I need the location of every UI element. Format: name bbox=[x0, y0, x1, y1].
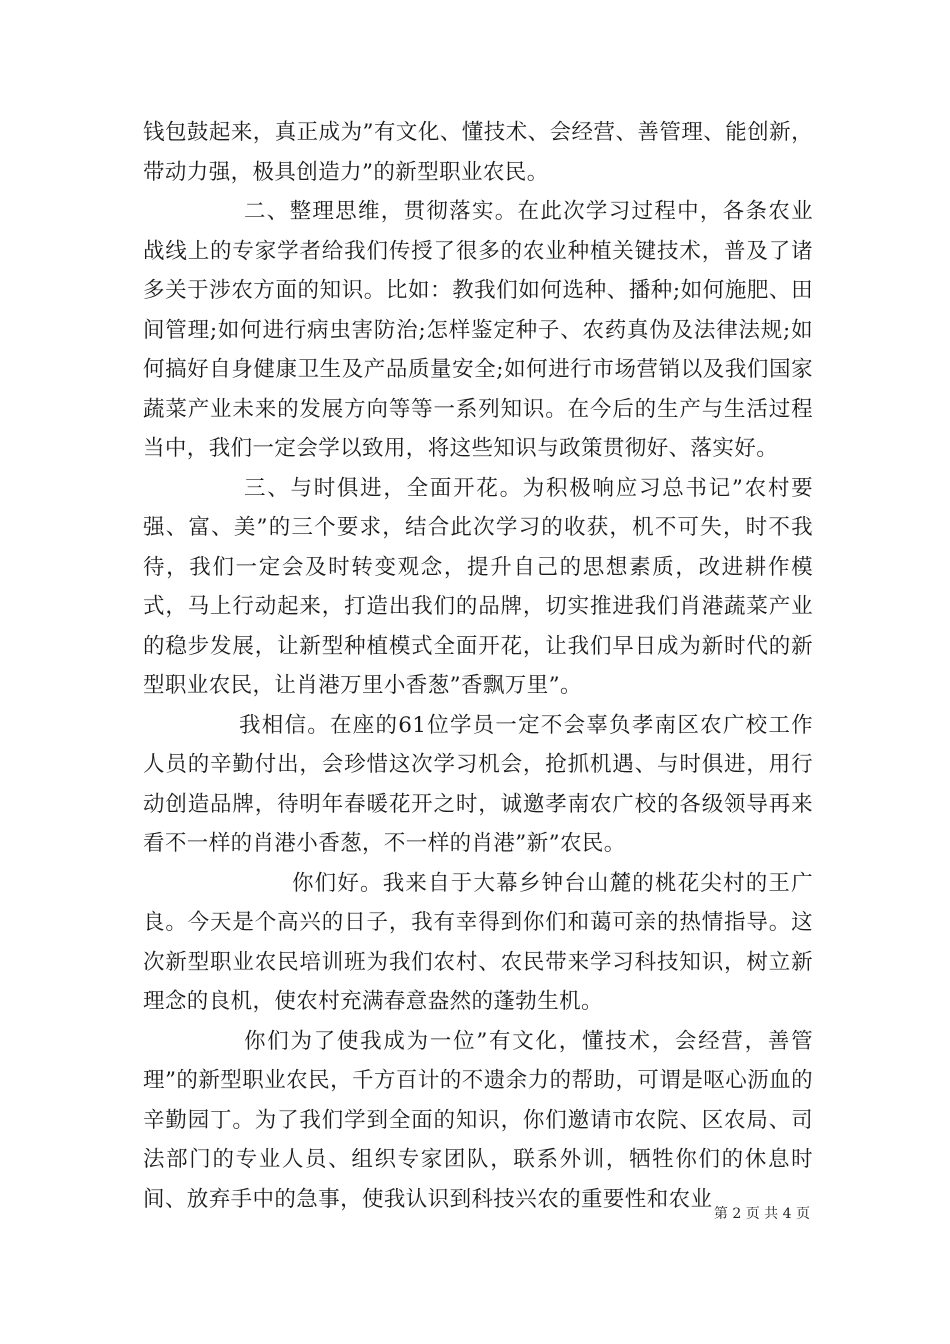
paragraph-continuation: 钱包鼓起来，真正成为”有文化、懂技术、会经营、善管理、能创新，带动力强，极具创造力”的新型职业农民。 bbox=[143, 120, 813, 185]
paragraph-greeting: 你们好。我来自于大幕乡钟台山麓的桃花尖村的王广良。今天是个高兴的日子，我有幸得到你们和蔼可亲的热情指导。这次新型职业农民培训班为我们农村、农民带来学习科技知识，树立新理念的良机，使农村充满春意盎然的蓬勃生机。 bbox=[143, 870, 813, 1014]
paragraph-thanks: 你们为了使我成为一位”有文化，懂技术，会经营，善管理”的新型职业农民，千方百计的不遗余力的帮助，可谓是呕心沥血的辛勤园丁。为了我们学到全面的知识，你们邀请市农院、区农局、司法部门的专业人员、组织专家团队，联系外训，牺牲你们的休息时间、放弃手中的急事，使我认识到科技兴农的重要性和农业 bbox=[143, 1028, 813, 1212]
paragraph-i-believe: 我相信。在座的61位学员一定不会辜负孝南区农广校工作人员的辛勤付出，会珍惜这次学习机会，抢抓机遇、与时俱进，用行动创造品牌，待明年春暖花开之时，诚邀孝南农广校的各级领导再来看不一样的肖港小香葱，不一样的肖港”新”农民。 bbox=[143, 712, 813, 856]
paragraph-section-two: 二、整理思维，贯彻落实。在此次学习过程中，各条农业战线上的专家学者给我们传授了很多的农业种植关键技术，普及了诸多关于涉农方面的知识。比如：教我们如何选种、播种;如何施肥、田间管理;如何进行病虫害防治;怎样鉴定种子、农药真伪及法律法规;如何搞好自身健康卫生及产品质量安全;如何进行市场营销以及我们国家蔬菜产业未来的发展方向等等一系列知识。在今后的生产与生活过程当中，我们一定会学以致用，将这些知识与政策贯彻好、落实好。 bbox=[143, 199, 813, 461]
paragraph-section-three: 三、与时俱进，全面开花。为积极响应习总书记”农村要强、富、美”的三个要求，结合此次学习的收获，机不可失，时不我待，我们一定会及时转变观念，提升自己的思想素质，改进耕作模式，马上行动起来，打造出我们的品牌，切实推进我们肖港蔬菜产业的稳步发展，让新型种植模式全面开花，让我们早日成为新时代的新型职业农民，让肖港万里小香葱”香飘万里”。 bbox=[143, 475, 813, 698]
document-body bbox=[143, 113, 813, 1219]
page-number-footer: 第 2 页 共 4 页 bbox=[713, 1206, 810, 1222]
